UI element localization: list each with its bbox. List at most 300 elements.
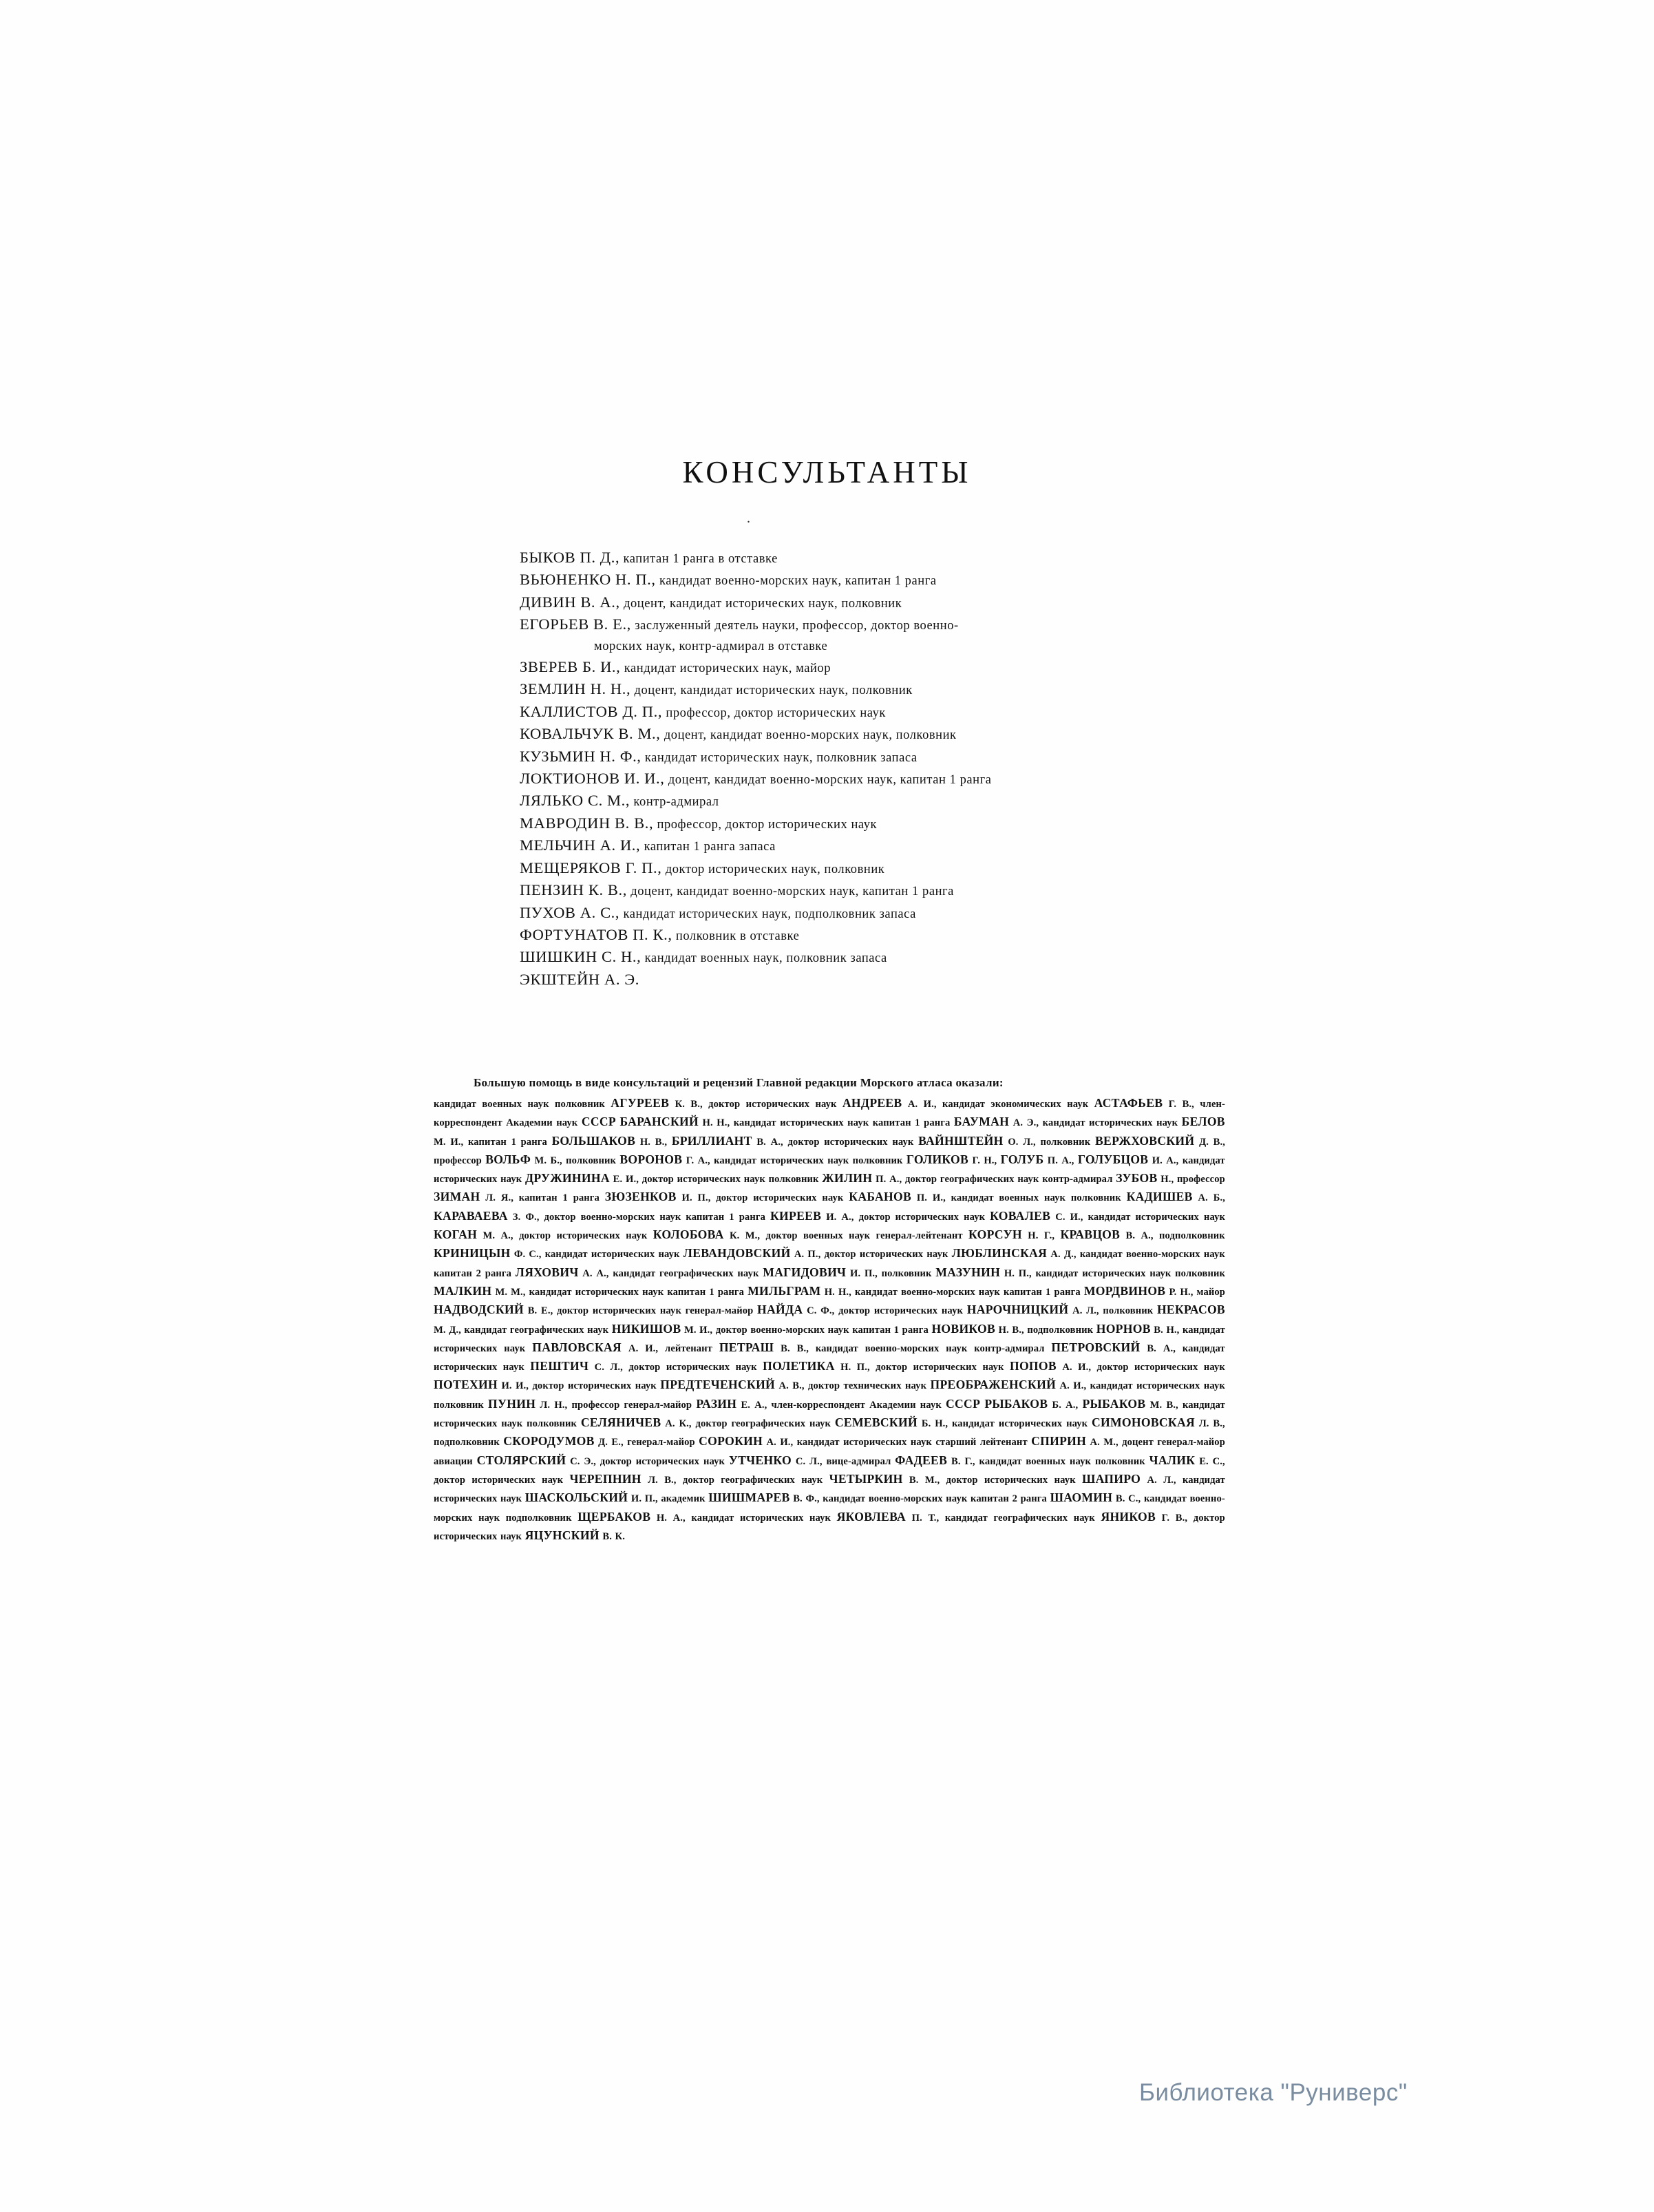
contributor-title: ранга [739,1211,765,1223]
consultant-name: МАВРОДИН В. В., [520,814,654,832]
contributor-name: ЯЦУНСКИЙ [524,1528,600,1542]
contributor-title: исторических [739,1512,804,1524]
contributor-title: доктор [905,1174,937,1186]
contributor-title: Н. [639,1136,651,1148]
consultant-name: ЛЯЛЬКО С. М., [520,792,630,810]
contributor-title: доктор [765,1230,798,1242]
contributor-title: исторических [471,1474,536,1486]
contributor-name: ЛЮБЛИНСКАЯ [951,1246,1048,1261]
contributor-title: А. [766,1437,776,1449]
consultant-desc: кандидат военных наук, полковник запаса [644,951,887,966]
contributor-title: Л., [1086,1305,1099,1317]
contributor-title: ранга [520,1136,547,1148]
contributor-title: Н., [554,1399,568,1411]
contributor-title: исторических [780,1117,844,1129]
contributor-title: С. [795,1455,806,1467]
contributor-title: К. [615,1530,625,1542]
contributor-title: исторических [434,1493,498,1505]
contributor-title: военно-морских [750,1324,825,1336]
contributor-name: ЛЯХОВИЧ [515,1265,579,1279]
contributor-title: А., [1141,1230,1154,1242]
contributor-title: военных [999,1192,1039,1204]
list-item [520,880,1414,902]
contributor-title: С., [1128,1493,1141,1505]
contributor-title: П. [1047,1155,1058,1166]
consultant-desc: доктор исторических наук, полковник [665,862,885,876]
contributor-title: З. [512,1211,521,1223]
consultant-desc-continuation: морских наук, контр-адмирал в отставке [594,639,828,653]
contributor-title: доктор [808,1380,840,1392]
contributor-title: исторических [843,1437,907,1449]
contributor-title: полковник [768,1174,819,1186]
contributor-title: капитан [852,1324,891,1336]
contributor-name: РЫБАКОВ [1082,1396,1146,1411]
contributor-name: НИКИШОВ [611,1321,681,1336]
contributor-title: исторических [567,1380,632,1392]
contributor-title: А., [1163,1342,1176,1354]
contributor-title: А., [500,1230,513,1242]
contributor-title: Н., [935,1418,948,1430]
contributor-name: КИРЕЕВ [770,1208,822,1223]
contributor-title: Л., [610,1362,623,1373]
contributor-title: Г. [1161,1512,1170,1524]
contributor-title: В. [1125,1230,1136,1242]
contributor-title: А., [889,1174,902,1186]
contributor-title: наук [642,1286,664,1298]
contributor-name: СЕМЕВСКИЙ [834,1415,918,1430]
contributor-title: исторических [1089,1117,1153,1129]
contributor-title: полковник [555,1099,605,1110]
contributor-title: Н., [1180,1286,1194,1298]
contributor-title: В., [664,1474,677,1486]
consultant-desc: капитан 1 ранга в отставке [623,552,778,566]
list-item [520,925,1414,947]
contributor-title: исторических [575,1286,639,1298]
contributor-name: ЛЕВАНДОВСКИЙ [683,1246,791,1261]
contributor-title: кандидат [855,1286,898,1298]
contributor-name: НАРОЧНИЦКИЙ [966,1303,1069,1317]
contributor-title: наук [964,1211,986,1223]
contributor-title: наук [587,1324,609,1336]
contributor-title: И., [1078,1362,1092,1373]
contributor-title: И., [780,1437,794,1449]
contributor-title: Г., [1043,1230,1055,1242]
contributor-title: И., [923,1099,937,1110]
contributor-name: НОРНОВ [1096,1321,1151,1336]
contributor-title: Л. [648,1474,658,1486]
consultant-desc: заслуженный деятель науки, профессор, доктор военно- [635,619,959,633]
contributor-title: наук [659,1305,681,1317]
contributor-title: С. [594,1362,604,1373]
list-item [520,768,1414,790]
contributor-title: наук [978,1286,1000,1298]
contributor-title: М. [1149,1399,1163,1411]
contributor-title: военно-морских [580,1211,655,1223]
contributor-title: наук [905,1380,927,1392]
contributor-title: наук [542,1474,564,1486]
contributor-title: наук [801,1474,823,1486]
contributor-title: исторических [984,1474,1048,1486]
contributor-title: ранга [717,1286,745,1298]
contributor-title: ранга [1020,1493,1047,1505]
consultant-name: ДИВИН В. А., [520,593,620,611]
contributor-title: кандидат [613,1267,656,1279]
contributor-title: наук [809,1512,831,1524]
contributor-title: капитан [872,1117,911,1129]
contributor-title: географических [993,1512,1068,1524]
contributor-title: наук [1073,1512,1095,1524]
contributor-title: М. [534,1155,547,1166]
contributor-name: ПАВЛОВСКАЯ [532,1340,622,1354]
list-item [520,903,1414,925]
contributor-title: лейтенант [665,1342,712,1354]
acknowledgement-block [434,1074,1225,1546]
contributor-title: наук [946,1493,968,1505]
contributor-title: И., [626,1174,639,1186]
contributor-title: наук [815,1099,837,1110]
contributor-title: кандидат [979,1455,1022,1467]
contributor-title: Т., [928,1512,940,1524]
contributor-title: А., [754,1399,767,1411]
contributor-name: СССР [946,1396,981,1411]
consultant-desc: доцент, кандидат военно-морских наук, капитан 1 ранга [668,773,992,788]
contributor-title: наук [1149,1267,1171,1279]
contributor-title: Р. [1169,1286,1177,1298]
contributor-name: ПЕШТИЧ [530,1359,589,1373]
contributor-name: СКОРОДУМОВ [503,1434,595,1449]
consultant-desc: кандидат исторических наук, майор [624,662,831,676]
contributor-title: кандидат [951,1192,994,1204]
contributor-title: А., [1166,1155,1179,1166]
acknowledgement-body [434,1095,1225,1546]
contributor-title: Э., [1026,1117,1039,1129]
contributor-name: МАЛКИН [434,1283,492,1298]
contributor-name: МОРДВИНОВ [1083,1283,1166,1298]
list-item [520,813,1414,835]
list-item [520,790,1414,812]
contributor-title: Я., [500,1192,513,1204]
contributor-title: полковник [852,1155,903,1166]
contributor-name: ЩЕРБАКОВ [577,1509,651,1524]
contributor-name: ДРУЖИНИНА [525,1171,610,1186]
contributor-title: академик [661,1493,706,1505]
contributor-title: А. [582,1267,593,1279]
contributor-title: профессор [571,1399,620,1411]
contributor-title: Е., [611,1437,624,1449]
contributor-title: 1 [915,1117,920,1129]
contributor-title: ранга [573,1192,600,1204]
contributor-title: Ф., [805,1493,820,1505]
contributor-title: Н., [717,1117,730,1129]
contributor-title: кандидат [942,1099,985,1110]
consultant-desc: профессор, доктор исторических наук [657,817,878,832]
contributor-title: Б. [921,1418,931,1430]
contributor-title: кандидат [434,1099,476,1110]
contributor-name: ВОРОНОВ [619,1152,683,1166]
contributor-title: военных [803,1230,843,1242]
consultant-desc: кандидат исторических наук, полковник запаса [644,750,918,765]
contributor-title: доктор [695,1418,728,1430]
contributor-title: исторических [998,1418,1063,1430]
contributor-title: В., [1175,1512,1188,1524]
contributor-title: полковник [1103,1305,1154,1317]
contributor-title: 1 [893,1324,900,1336]
contributor-title: наук [926,1249,948,1261]
contributor-title: И. [826,1211,837,1223]
contributor-name: КРИНИЦЫН [434,1246,511,1261]
contributor-title: наук [982,1362,1004,1373]
contributor-title: полковник [1070,1192,1121,1204]
contributor-name: ЗУБОВ [1116,1171,1158,1186]
contributor-title: К., [679,1418,692,1430]
contributor-title: А., [841,1211,854,1223]
contributor-title: генерал-майор [624,1399,692,1411]
contributor-title: В., [655,1136,668,1148]
contributor-name: ПРЕДТЕЧЕНСКИЙ [660,1378,776,1392]
list-item [520,835,1414,857]
contributor-title: В. [602,1530,612,1542]
contributor-title: В., [1166,1399,1178,1411]
contributor-name: ПЕТРАШ [719,1340,774,1354]
consultant-name: ФОРТУНАТОВ П. К., [520,925,672,943]
contributor-title: Г. [972,1155,980,1166]
contributor-title: капитан [434,1267,472,1279]
contributor-title: Н. [1028,1230,1039,1242]
contributor-title: старший [935,1437,977,1449]
contributor-title: Л. [540,1399,551,1411]
contributor-name: АГУРЕЕВ [611,1096,670,1110]
contributor-name: ВОЛЬФ [485,1152,531,1166]
contributor-title: А. [778,1380,789,1392]
contributor-title: доктор [600,1455,632,1467]
contributor-title: А., [596,1267,609,1279]
consultant-name: ЭКШТЕЙН А. Э. [520,970,639,988]
consultant-name: ЕГОРЬЕВ В. Е., [520,615,631,633]
contributor-name: МАЗУНИН [935,1265,1001,1279]
contributor-title: А. [907,1099,918,1110]
contributor-title: О. [1008,1136,1019,1148]
contributor-title: доктор [708,1099,741,1110]
contributor-title: кандидат [544,1249,588,1261]
contributor-title: И. [1152,1155,1163,1166]
list-item [520,547,1414,569]
contributor-name: ПОПОВ [1009,1359,1057,1373]
contributor-title: И., [932,1192,946,1204]
contributor-title: В. [909,1474,919,1486]
contributor-title: кандидат [1182,1342,1225,1354]
contributor-title: капитан [971,1493,1009,1505]
contributor-title: В., [796,1342,809,1354]
contributor-title: Н. [656,1512,668,1524]
contributor-title: исторических [1135,1211,1199,1223]
contributor-title: исторических [556,1230,620,1242]
contributor-name: БОЛЬШАКОВ [551,1133,636,1148]
contributor-title: Г., [964,1455,975,1467]
contributor-title: исторических [859,1249,924,1261]
contributor-name: МАГИДОВИЧ [763,1265,847,1279]
contributor-title: наук [659,1211,681,1223]
contributor-title: наук [658,1249,680,1261]
contributor-title: исторических [434,1342,498,1354]
contributor-title: А., [1061,1155,1074,1166]
consultant-name: МЕЩЕРЯКОВ Г. П., [520,859,662,876]
contributor-title: наук [500,1174,522,1186]
list-item [520,569,1414,591]
contributor-name: АСТАФЬЕВ [1094,1096,1163,1110]
contributor-title: доктор [715,1324,748,1336]
contributor-title: В., [1213,1136,1226,1148]
contributor-title: М., [1103,1437,1118,1449]
contributor-title: 1 [1046,1286,1051,1298]
contributor-name: ШАОМИН [1050,1491,1113,1505]
contributor-name: СПИРИН [1031,1434,1087,1449]
contributor-name: КАБАНОВ [849,1190,912,1204]
contributor-title: М., [511,1286,526,1298]
contributor-title: наук [626,1230,648,1242]
contributor-title: географических [940,1174,1015,1186]
contributor-title: П., [697,1192,711,1204]
contributor-title: 1 [729,1211,734,1223]
contributor-title: И. [681,1192,692,1204]
contributor-title: наук [1203,1211,1226,1223]
contributor-name: СССР [581,1115,616,1129]
contributor-title: наук [1017,1174,1039,1186]
contributor-title: кандидат [1183,1474,1225,1486]
page-title: КОНСУЛЬТАНТЫ [682,455,972,489]
contributor-name: ПЕТРОВСКИЙ [1051,1340,1141,1354]
contributor-title: исторических [434,1362,498,1373]
contributor-name: СЕЛЯНИЧЕВ [580,1415,661,1430]
contributor-name: ВАЙНШТЕЙН [918,1133,1004,1148]
contributor-title: доктор [1096,1362,1129,1373]
contributor-title: исторических [666,1362,730,1373]
contributor-title: кандидат [733,1117,776,1129]
contributor-title: кандидат [1182,1324,1225,1336]
contributor-title: полковник [434,1399,484,1411]
contributor-title: генерал-майор [1157,1437,1225,1449]
contributor-name: ЧАЛИК [1149,1453,1196,1467]
contributor-name: РЫБАКОВ [984,1396,1048,1411]
contributor-title: И., [450,1136,464,1148]
contributor-title: член-корреспондент [434,1099,1226,1129]
list-item [520,858,1414,880]
contributor-title: В., [1182,1099,1194,1110]
contributor-title: наук [1156,1117,1178,1129]
contributor-title: генерал-майор [685,1305,754,1317]
list-item [520,614,1414,636]
list-item [520,702,1414,724]
contributor-title: контр-адмирал [974,1342,1045,1354]
contributor-title: А. [1012,1117,1024,1129]
contributor-title: Н. [1004,1267,1015,1279]
consultant-name: ШИШКИН С. Н., [520,948,642,966]
contributor-name: ЗЮЗЕНКОВ [604,1190,677,1204]
contributor-title: Г. [686,1155,695,1166]
contributor-title: подполковник [1027,1324,1094,1336]
contributor-name: КОЛОБОВА [653,1228,724,1242]
contributor-title: член-корреспондент [771,1399,865,1411]
contributor-title: полковник [1175,1267,1226,1279]
contributor-title: исторических [895,1211,959,1223]
consultant-name: ЗВЕРЕВ Б. И., [520,658,621,676]
contributor-name: ЖИЛИН [822,1171,873,1186]
contributor-title: В. [1115,1493,1125,1505]
contributor-title: наук [910,1437,932,1449]
contributor-title: И. [630,1493,642,1505]
contributor-title: П. [876,1174,887,1186]
contributor-title: наук [1203,1380,1225,1392]
acknowledgement-heading: Большую помощь в виде консультаций и рецензий Главной редакции Морского атласа оказали: [474,1076,1004,1089]
contributor-title: наук [703,1455,725,1467]
contributor-title: наук [847,1117,869,1129]
consultant-desc: доцент, кандидат военно-морских наук, капитан 1 ранга [630,885,954,899]
contributor-name: КРАВЦОВ [1060,1228,1121,1242]
contributor-title: кандидат [1088,1211,1131,1223]
contributor-title: капитан [686,1211,725,1223]
contributor-title: географических [509,1324,584,1336]
contributor-name: НЕКРАСОВ [1156,1303,1225,1317]
contributor-title: 1 [709,1286,714,1298]
consultant-name: ВЬЮНЕНКО Н. П., [520,571,656,589]
contributor-title: доктор [787,1136,820,1148]
contributor-title: Б., [550,1155,562,1166]
contributor-title: кандидат [714,1155,757,1166]
contributor-title: ранга [485,1267,512,1279]
contributor-title: П. [916,1192,928,1204]
contributor-title: В., [1213,1418,1225,1430]
contributor-name: ЯКОВЛЕВА [836,1509,906,1524]
consultant-desc: кандидат военно-морских наук, капитан 1 ранга [659,574,937,589]
contributor-name: ЧЕРЕПНИН [569,1471,642,1486]
contributor-title: Ф. [513,1249,526,1261]
contributor-name: ШИШМАРЕВ [708,1491,790,1505]
contributor-title: наук [527,1099,549,1110]
consultant-name: КОВАЛЬЧУК В. М., [520,725,661,743]
contributor-title: профессор [434,1155,482,1166]
contributor-title: исторических [1082,1267,1146,1279]
contributor-title: исторических [1136,1380,1200,1392]
contributor-title: исторических [592,1305,657,1317]
contributor-title: М., [924,1474,940,1486]
contributor-title: кандидат [1042,1117,1085,1129]
contributor-title: Л., [1163,1474,1176,1486]
contributor-title: исторических [873,1305,938,1317]
contributor-title: М. [483,1230,496,1242]
contributor-title: А. [1147,1474,1157,1486]
contributor-title: исторических [434,1174,498,1186]
contributor-title: кандидат [1090,1380,1133,1392]
contributor-title: полковник [1094,1455,1145,1467]
contributor-title: исторических [753,1192,817,1204]
contributor-name: ФАДЕЕВ [895,1453,948,1467]
contributor-title: подполковник [1158,1230,1225,1242]
contributor-title: В. [793,1493,803,1505]
contributor-title: П., [807,1249,821,1261]
contributor-name: КОРСУН [968,1228,1022,1242]
contributor-title: П., [864,1267,878,1279]
contributor-title: наук [946,1342,968,1354]
consultant-desc: кандидат исторических наук, подполковник запаса [623,907,916,921]
contributor-title: А. [1050,1249,1061,1261]
consultant-name: ПЕНЗИН К. В., [520,881,627,899]
contributor-title: М. [434,1136,446,1148]
list-item [520,592,1414,614]
contributor-title: Н. [840,1362,851,1373]
contributor-title: Г. [1168,1099,1177,1110]
contributor-title: И., [1073,1380,1087,1392]
contributor-title: наук [504,1342,526,1354]
contributor-title: К. [675,1099,686,1110]
